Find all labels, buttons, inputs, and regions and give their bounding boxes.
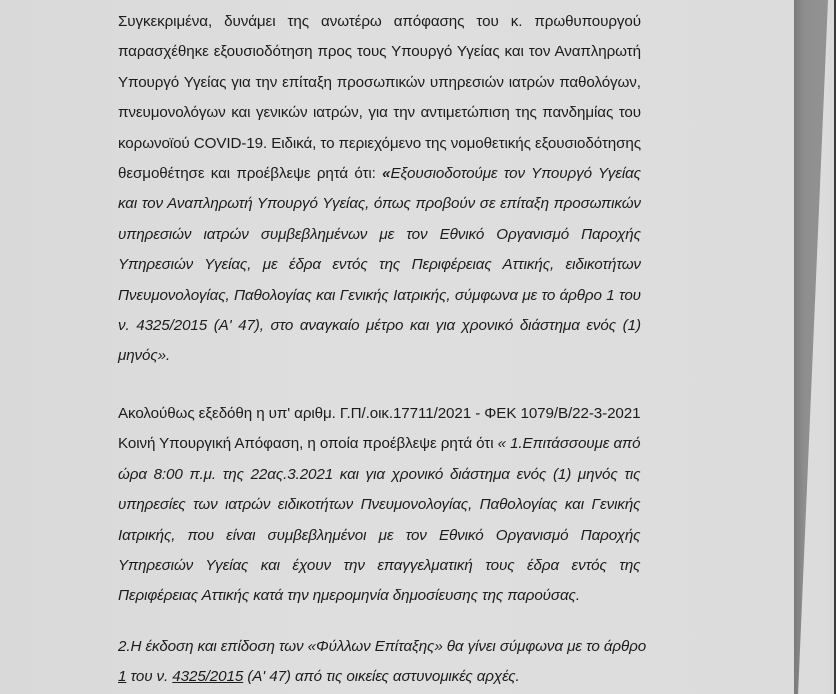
text-line <box>118 189 641 219</box>
text-line <box>118 662 646 692</box>
text-segment: Υπηρεσιών Υγείας και έχουν την επαγγελματική τους έδρα εντός της <box>118 556 641 574</box>
text-line <box>118 521 640 551</box>
text-line <box>118 490 640 520</box>
text-line <box>118 98 641 128</box>
text-segment: υπηρεσίες των ιατρών ειδικοτήτων Πνευμονολογίας, Παθολογίας και Γενικής <box>118 496 641 514</box>
paragraph-requisition-sheets <box>118 632 646 693</box>
text-segment: Πνευμονολογίας, Παθολογίας και Γενικής Ιατρικής, σύμφωνα με το άρθρο 1 του <box>118 286 641 304</box>
text-segment: Ιατρικής, που είναι συμβεβλημένοι με τον Εθνικό Οργανισμό Παροχής <box>118 526 641 544</box>
text-segment: Υπηρεσιών Υγείας, με έδρα εντός της Περιφέρειας Αττικής, ειδικοτήτων <box>118 256 641 274</box>
text-segment: « 1.Επιτάσσουμε από <box>497 435 641 453</box>
text-segment: ν. 4325/2015 (Α' 47), στο αναγκαίο μέτρο και για χρονικό διάστημα ενός (1) <box>118 316 641 334</box>
page-fold-shadow <box>794 0 828 694</box>
text-segment: « <box>382 164 391 182</box>
text-segment: μηνός». <box>118 347 171 365</box>
text-segment: πνευμονολόγων και γενικών ιατρών, για την αντιμετώπιση της πανδημίας του <box>118 104 641 122</box>
text-segment: ώρα 8:00 π.μ. της 22ας.3.2021 και για χρονικό διάστημα ενός (1) μηνός τις <box>118 465 641 483</box>
text-line <box>118 37 641 67</box>
text-line <box>118 250 641 280</box>
text-line <box>118 281 641 311</box>
text-segment: 2.Η έκδοση και επίδοση των «Φύλλων Επίταξης» θα γίνει σύμφωνα με το άρθρο <box>118 638 647 655</box>
text-line <box>118 551 640 581</box>
text-line <box>118 632 646 662</box>
text-segment: (Α' 47) από τις οικείες αστυνομικές αρχές. <box>243 668 520 686</box>
text-segment: παρασχέθηκε εξουσιοδότηση προς τους Υπουργό Υγείας και τον Αναπληρωτή <box>118 43 641 61</box>
text-segment: θεσμοθέτησε και προέβλεψε ρητά ότι: <box>118 164 383 182</box>
text-line <box>118 429 640 459</box>
text-segment: υπηρεσιών ιατρών συμβεβλημένων με τον Εθνικό Οργανισμό Παροχής <box>118 225 641 243</box>
text-line <box>118 460 640 490</box>
text-segment: 4325/2015 <box>172 668 244 686</box>
text-segment: Εξουσιοδοτούμε τον Υπουργό Υγείας <box>390 164 641 182</box>
text-line <box>118 581 640 611</box>
text-segment: Ακολούθως εξεδόθη η υπ' αριθμ. Γ.Π/.οικ.17711/2021 - ΦΕΚ 1079/Β/22-3-2021 <box>118 405 641 422</box>
text-line <box>118 159 641 189</box>
paragraph-ministerial-decision <box>118 399 640 612</box>
text-line <box>118 129 641 159</box>
text-line <box>118 7 641 37</box>
text-segment: Κοινή Υπουργική Απόφαση, η οποία προέβλεψε ρητά ότι <box>118 435 498 453</box>
paragraph-authorization <box>118 7 641 372</box>
text-segment: Περιφέρειας Αττικής κατά την ημερομηνία δημοσίευσης της παρούσας. <box>118 587 580 605</box>
text-segment: και τον Αναπληρωτή Υπουργό Υγείας, όπως προβούν σε επίταξη προσωπικών <box>118 195 641 213</box>
text-segment: κορωνοϊού COVID-19. Ειδικά, το περιεχόμενο της νομοθετικής εξουσιοδότησης <box>118 134 641 152</box>
text-segment: 1 του ν. <box>118 668 173 686</box>
text-line <box>118 311 641 341</box>
text-line <box>118 341 641 371</box>
text-segment: Συγκεκριμένα, δυνάμει της ανωτέρω απόφασης του κ. πρωθυπουργού <box>118 13 641 30</box>
text-segment: Υπουργό Υγείας για την επίταξη προσωπικών υπηρεσιών ιατρών παθολόγων, <box>118 73 641 91</box>
text-line <box>118 220 641 250</box>
text-line <box>118 399 640 429</box>
text-line <box>118 68 641 98</box>
